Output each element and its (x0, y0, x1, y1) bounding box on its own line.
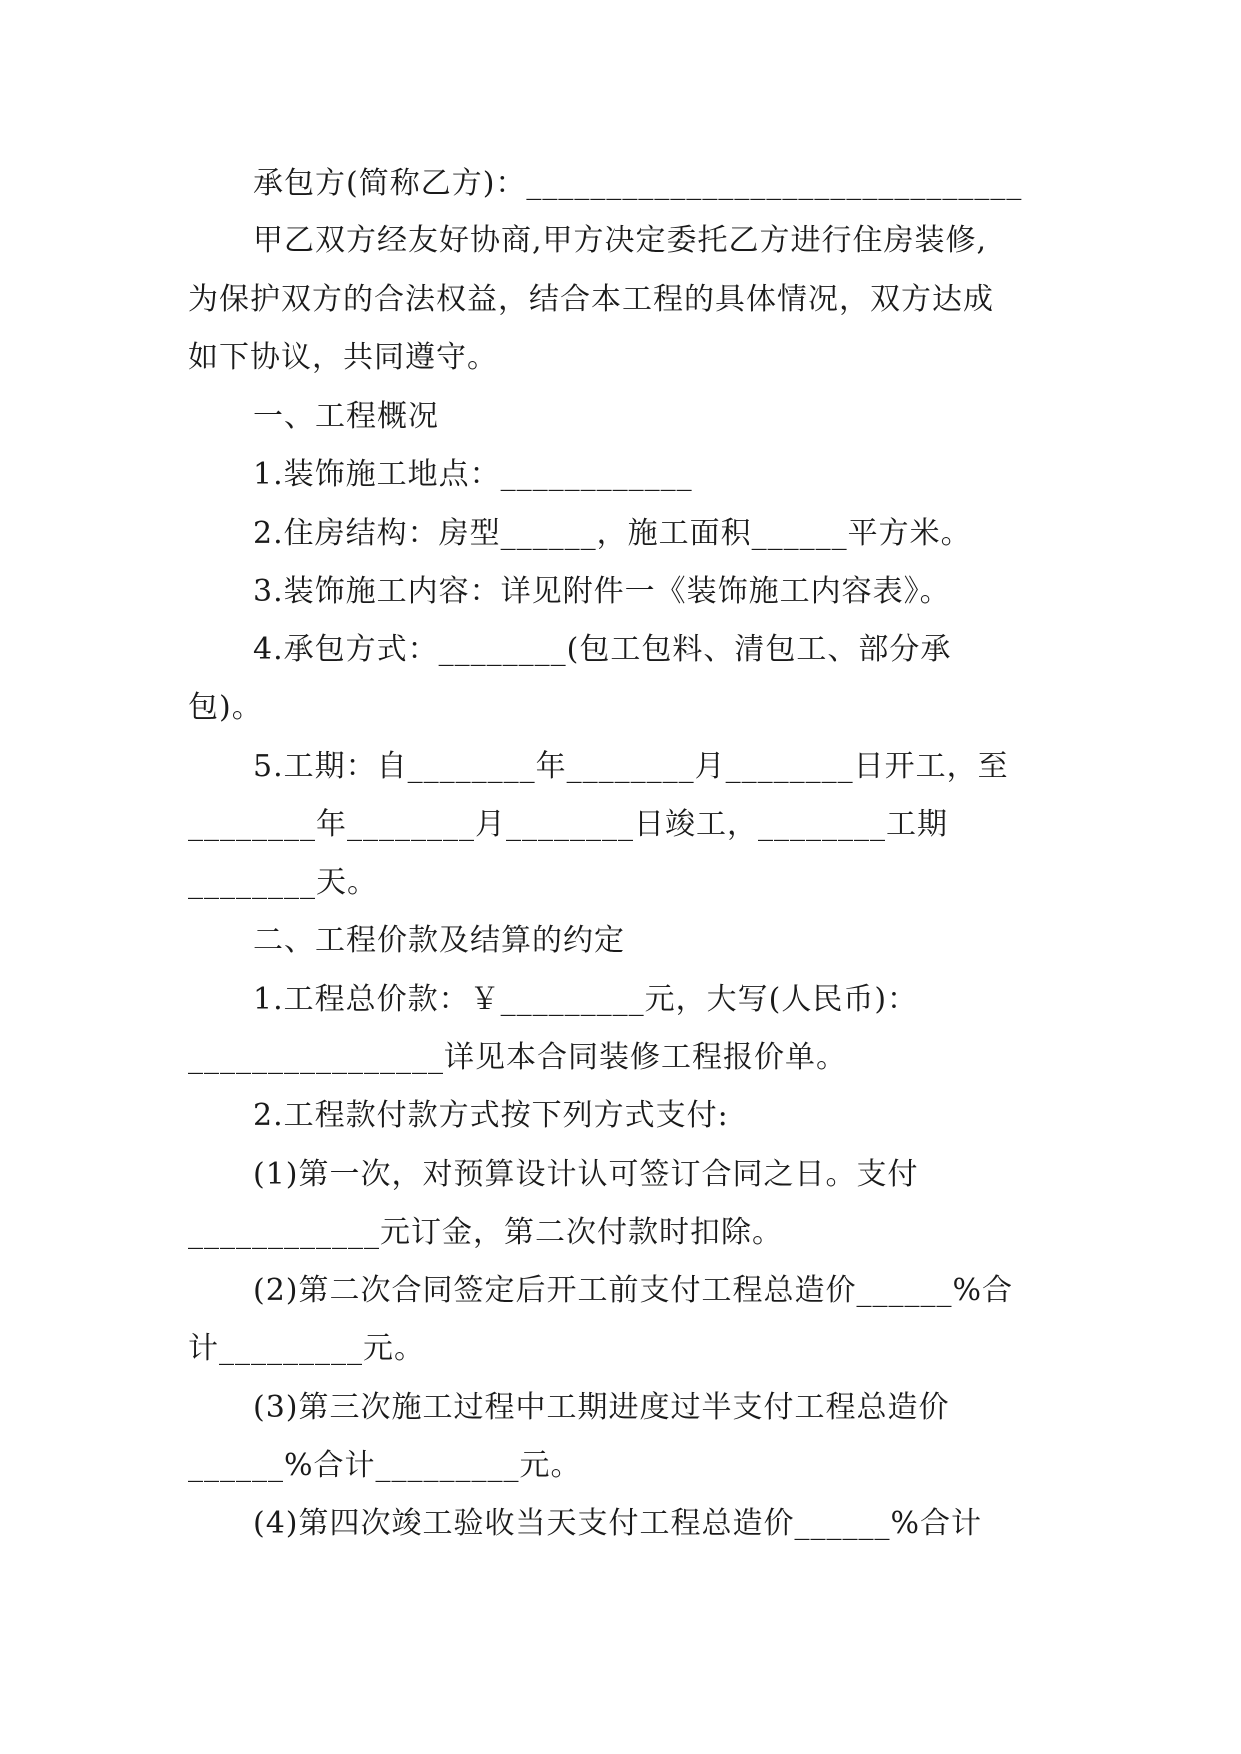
intro-paragraph-line-3: 如下协议，共同遵守。 (188, 340, 498, 375)
payment-2-line-1: (2)第二次合同签定后开工前支付工程总造价______%合 (253, 1273, 1014, 1308)
payment-1-line-2: ____________元订金，第二次付款时扣除。 (188, 1215, 783, 1250)
intro-paragraph-line-2: 为保护双方的合法权益，结合本工程的具体情况，双方达成 (188, 282, 994, 317)
contractor-line: 承包方(简称乙方)：_______________________________ (253, 166, 1023, 201)
payment-4-line-1: (4)第四次竣工验收当天支付工程总造价______%合计 (253, 1506, 983, 1541)
clause-1-2: 2.住房结构：房型______，施工面积______平方米。 (253, 516, 972, 551)
payment-2-line-2: 计_________元。 (188, 1331, 425, 1366)
clause-2-2: 2.工程款付款方式按下列方式支付: (253, 1098, 729, 1133)
payment-3-line-1: (3)第三次施工过程中工期进度过半支付工程总造价 (253, 1390, 950, 1425)
clause-2-1-line-1: 1.工程总价款：￥_________元，大写(人民币)： (253, 982, 919, 1017)
clause-1-4-line-1: 4.承包方式：________(包工包料、清包工、部分承 (253, 632, 952, 667)
clause-1-3: 3.装饰施工内容：详见附件一《装饰施工内容表》。 (253, 574, 951, 609)
section-heading-2: 二、工程价款及结算的约定 (253, 923, 625, 958)
clause-1-5-line-3: ________天。 (188, 865, 378, 900)
section-heading-1: 一、工程概况 (253, 399, 439, 434)
clause-1-4-line-2: 包)。 (188, 690, 263, 725)
payment-1-line-1: (1)第一次，对预算设计认可签订合同之日。支付 (253, 1157, 919, 1192)
clause-1-5-line-2: ________年________月________日竣工，________工期 (188, 807, 948, 842)
clause-2-1-line-2: ________________详见本合同装修工程报价单。 (188, 1040, 847, 1075)
clause-1-5-line-1: 5.工期：自________年________月________日开工，至 (253, 749, 1009, 784)
clause-1-1: 1.装饰施工地点：____________ (253, 457, 693, 492)
intro-paragraph-line-1: 甲乙双方经友好协商,甲方决定委托乙方进行住房装修, (253, 223, 988, 258)
payment-3-line-2: ______%合计_________元。 (188, 1448, 582, 1483)
